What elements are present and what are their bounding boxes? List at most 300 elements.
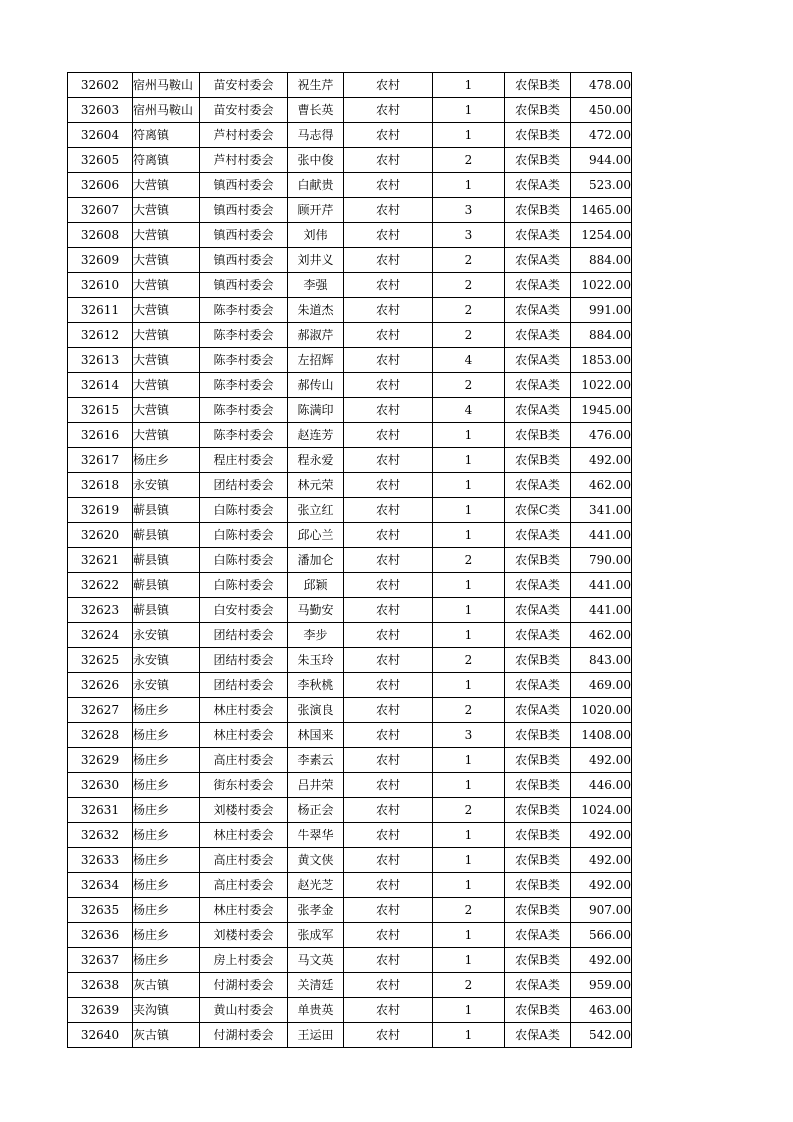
village-committee-cell: 高庄村委会	[200, 748, 288, 773]
table-row	[68, 723, 632, 748]
area-type-cell: 农村	[344, 198, 433, 223]
insurance-category-cell: 农保A类	[505, 473, 571, 498]
record-id-cell: 32622	[68, 573, 133, 598]
amount-cell: 790.00	[571, 548, 632, 573]
area-type-cell: 农村	[344, 948, 433, 973]
insurance-category-cell: 农保B类	[505, 98, 571, 123]
village-committee-cell: 刘楼村委会	[200, 798, 288, 823]
insurance-category-cell: 农保B类	[505, 748, 571, 773]
household-count-cell: 1	[433, 748, 505, 773]
township-cell: 蕲县镇	[133, 598, 200, 623]
amount-cell: 884.00	[571, 248, 632, 273]
table-row	[68, 73, 632, 98]
person-name-cell: 单贵英	[288, 998, 344, 1023]
record-id-cell: 32636	[68, 923, 133, 948]
amount-cell: 472.00	[571, 123, 632, 148]
table-row	[68, 623, 632, 648]
record-id-cell: 32633	[68, 848, 133, 873]
table-row	[68, 123, 632, 148]
township-cell: 大营镇	[133, 298, 200, 323]
insurance-category-cell: 农保B类	[505, 423, 571, 448]
township-cell: 大营镇	[133, 423, 200, 448]
insurance-category-cell: 农保A类	[505, 598, 571, 623]
area-type-cell: 农村	[344, 848, 433, 873]
amount-cell: 441.00	[571, 523, 632, 548]
township-cell: 杨庄乡	[133, 848, 200, 873]
area-type-cell: 农村	[344, 798, 433, 823]
table-row	[68, 973, 632, 998]
household-count-cell: 1	[433, 173, 505, 198]
household-count-cell: 1	[433, 73, 505, 98]
insurance-category-cell: 农保B类	[505, 848, 571, 873]
household-count-cell: 1	[433, 523, 505, 548]
amount-cell: 944.00	[571, 148, 632, 173]
area-type-cell: 农村	[344, 248, 433, 273]
household-count-cell: 1	[433, 848, 505, 873]
record-id-cell: 32629	[68, 748, 133, 773]
area-type-cell: 农村	[344, 223, 433, 248]
insurance-category-cell: 农保B类	[505, 73, 571, 98]
township-cell: 大营镇	[133, 173, 200, 198]
household-count-cell: 2	[433, 648, 505, 673]
person-name-cell: 赵连芳	[288, 423, 344, 448]
village-committee-cell: 林庄村委会	[200, 698, 288, 723]
person-name-cell: 赵光芝	[288, 873, 344, 898]
insurance-category-cell: 农保B类	[505, 198, 571, 223]
amount-cell: 492.00	[571, 948, 632, 973]
township-cell: 杨庄乡	[133, 723, 200, 748]
village-committee-cell: 陈李村委会	[200, 348, 288, 373]
person-name-cell: 郝淑芹	[288, 323, 344, 348]
record-id-cell: 32637	[68, 948, 133, 973]
village-committee-cell: 高庄村委会	[200, 848, 288, 873]
insurance-category-cell: 农保A类	[505, 398, 571, 423]
area-type-cell: 农村	[344, 973, 433, 998]
table-row	[68, 523, 632, 548]
person-name-cell: 程永爱	[288, 448, 344, 473]
village-committee-cell: 白安村委会	[200, 598, 288, 623]
township-cell: 大营镇	[133, 348, 200, 373]
record-id-cell: 32621	[68, 548, 133, 573]
household-count-cell: 1	[433, 923, 505, 948]
insurance-category-cell: 农保B类	[505, 898, 571, 923]
table-row	[68, 148, 632, 173]
table-row	[68, 173, 632, 198]
township-cell: 符离镇	[133, 148, 200, 173]
person-name-cell: 杨正会	[288, 798, 344, 823]
amount-cell: 492.00	[571, 873, 632, 898]
village-committee-cell: 林庄村委会	[200, 898, 288, 923]
person-name-cell: 陈满印	[288, 398, 344, 423]
area-type-cell: 农村	[344, 73, 433, 98]
record-id-cell: 32603	[68, 98, 133, 123]
amount-cell: 450.00	[571, 98, 632, 123]
village-committee-cell: 程庄村委会	[200, 448, 288, 473]
insurance-category-cell: 农保B类	[505, 448, 571, 473]
township-cell: 杨庄乡	[133, 873, 200, 898]
township-cell: 永安镇	[133, 623, 200, 648]
insurance-category-cell: 农保C类	[505, 498, 571, 523]
township-cell: 宿州马鞍山	[133, 98, 200, 123]
township-cell: 蕲县镇	[133, 523, 200, 548]
insurance-category-cell: 农保B类	[505, 548, 571, 573]
person-name-cell: 吕井荣	[288, 773, 344, 798]
township-cell: 大营镇	[133, 323, 200, 348]
record-id-cell: 32612	[68, 323, 133, 348]
amount-cell: 1022.00	[571, 273, 632, 298]
person-name-cell: 邱颖	[288, 573, 344, 598]
table-row	[68, 698, 632, 723]
amount-cell: 1408.00	[571, 723, 632, 748]
insurance-category-cell: 农保A类	[505, 923, 571, 948]
area-type-cell: 农村	[344, 398, 433, 423]
record-id-cell: 32606	[68, 173, 133, 198]
village-committee-cell: 陈李村委会	[200, 323, 288, 348]
household-count-cell: 1	[433, 423, 505, 448]
township-cell: 杨庄乡	[133, 898, 200, 923]
amount-cell: 1024.00	[571, 798, 632, 823]
record-id-cell: 32619	[68, 498, 133, 523]
household-count-cell: 1	[433, 823, 505, 848]
village-committee-cell: 芦村村委会	[200, 148, 288, 173]
record-id-cell: 32613	[68, 348, 133, 373]
area-type-cell: 农村	[344, 523, 433, 548]
household-count-cell: 3	[433, 223, 505, 248]
table-row	[68, 923, 632, 948]
record-id-cell: 32605	[68, 148, 133, 173]
person-name-cell: 王运田	[288, 1023, 344, 1048]
amount-cell: 492.00	[571, 823, 632, 848]
area-type-cell: 农村	[344, 698, 433, 723]
table-row	[68, 498, 632, 523]
area-type-cell: 农村	[344, 748, 433, 773]
table-row	[68, 598, 632, 623]
insurance-category-cell: 农保A类	[505, 573, 571, 598]
township-cell: 蕲县镇	[133, 548, 200, 573]
record-id-cell: 32617	[68, 448, 133, 473]
record-id-cell: 32610	[68, 273, 133, 298]
household-count-cell: 3	[433, 198, 505, 223]
table-row	[68, 448, 632, 473]
table-row	[68, 273, 632, 298]
area-type-cell: 农村	[344, 648, 433, 673]
village-committee-cell: 团结村委会	[200, 673, 288, 698]
insurance-category-cell: 农保A类	[505, 348, 571, 373]
household-count-cell: 2	[433, 373, 505, 398]
area-type-cell: 农村	[344, 723, 433, 748]
area-type-cell: 农村	[344, 548, 433, 573]
area-type-cell: 农村	[344, 573, 433, 598]
person-name-cell: 左招辉	[288, 348, 344, 373]
table-row	[68, 248, 632, 273]
household-count-cell: 4	[433, 398, 505, 423]
area-type-cell: 农村	[344, 98, 433, 123]
person-name-cell: 白献贵	[288, 173, 344, 198]
records-table-body	[68, 73, 632, 1048]
person-name-cell: 李秋桃	[288, 673, 344, 698]
record-id-cell: 32628	[68, 723, 133, 748]
area-type-cell: 农村	[344, 773, 433, 798]
township-cell: 永安镇	[133, 648, 200, 673]
household-count-cell: 2	[433, 248, 505, 273]
township-cell: 永安镇	[133, 673, 200, 698]
table-row	[68, 348, 632, 373]
insurance-category-cell: 农保B类	[505, 648, 571, 673]
insurance-category-cell: 农保B类	[505, 873, 571, 898]
village-committee-cell: 高庄村委会	[200, 873, 288, 898]
record-id-cell: 32609	[68, 248, 133, 273]
table-row	[68, 873, 632, 898]
area-type-cell: 农村	[344, 148, 433, 173]
amount-cell: 523.00	[571, 173, 632, 198]
household-count-cell: 2	[433, 148, 505, 173]
household-count-cell: 1	[433, 498, 505, 523]
village-committee-cell: 黄山村委会	[200, 998, 288, 1023]
amount-cell: 441.00	[571, 598, 632, 623]
village-committee-cell: 镇西村委会	[200, 173, 288, 198]
person-name-cell: 马勤安	[288, 598, 344, 623]
area-type-cell: 农村	[344, 1023, 433, 1048]
village-committee-cell: 陈李村委会	[200, 373, 288, 398]
table-row	[68, 398, 632, 423]
township-cell: 杨庄乡	[133, 748, 200, 773]
record-id-cell: 32625	[68, 648, 133, 673]
amount-cell: 884.00	[571, 323, 632, 348]
record-id-cell: 32608	[68, 223, 133, 248]
person-name-cell: 朱玉玲	[288, 648, 344, 673]
area-type-cell: 农村	[344, 123, 433, 148]
table-row	[68, 898, 632, 923]
village-committee-cell: 白陈村委会	[200, 573, 288, 598]
township-cell: 杨庄乡	[133, 698, 200, 723]
amount-cell: 1945.00	[571, 398, 632, 423]
person-name-cell: 黄文侠	[288, 848, 344, 873]
table-row	[68, 223, 632, 248]
township-cell: 宿州马鞍山	[133, 73, 200, 98]
household-count-cell: 1	[433, 473, 505, 498]
table-row	[68, 948, 632, 973]
area-type-cell: 农村	[344, 498, 433, 523]
insurance-category-cell: 农保B类	[505, 123, 571, 148]
insurance-category-cell: 农保B类	[505, 798, 571, 823]
village-committee-cell: 林庄村委会	[200, 723, 288, 748]
table-row	[68, 648, 632, 673]
table-row	[68, 773, 632, 798]
township-cell: 灰古镇	[133, 973, 200, 998]
village-committee-cell: 团结村委会	[200, 648, 288, 673]
township-cell: 大营镇	[133, 198, 200, 223]
area-type-cell: 农村	[344, 898, 433, 923]
township-cell: 大营镇	[133, 223, 200, 248]
township-cell: 杨庄乡	[133, 773, 200, 798]
village-committee-cell: 镇西村委会	[200, 248, 288, 273]
amount-cell: 492.00	[571, 848, 632, 873]
village-committee-cell: 付湖村委会	[200, 1023, 288, 1048]
person-name-cell: 张演良	[288, 698, 344, 723]
amount-cell: 991.00	[571, 298, 632, 323]
record-id-cell: 32630	[68, 773, 133, 798]
village-committee-cell: 林庄村委会	[200, 823, 288, 848]
village-committee-cell: 刘楼村委会	[200, 923, 288, 948]
household-count-cell: 2	[433, 698, 505, 723]
person-name-cell: 张成军	[288, 923, 344, 948]
person-name-cell: 林国来	[288, 723, 344, 748]
area-type-cell: 农村	[344, 623, 433, 648]
table-row	[68, 848, 632, 873]
insurance-category-cell: 农保A类	[505, 373, 571, 398]
household-count-cell: 1	[433, 98, 505, 123]
table-row	[68, 473, 632, 498]
person-name-cell: 李强	[288, 273, 344, 298]
record-id-cell: 32616	[68, 423, 133, 448]
village-committee-cell: 镇西村委会	[200, 273, 288, 298]
person-name-cell: 张立红	[288, 498, 344, 523]
record-id-cell: 32632	[68, 823, 133, 848]
village-committee-cell: 陈李村委会	[200, 423, 288, 448]
village-committee-cell: 苗安村委会	[200, 73, 288, 98]
household-count-cell: 2	[433, 898, 505, 923]
insurance-category-cell: 农保A类	[505, 323, 571, 348]
area-type-cell: 农村	[344, 448, 433, 473]
person-name-cell: 李步	[288, 623, 344, 648]
amount-cell: 446.00	[571, 773, 632, 798]
insurance-category-cell: 农保A类	[505, 248, 571, 273]
amount-cell: 542.00	[571, 1023, 632, 1048]
insurance-category-cell: 农保B类	[505, 998, 571, 1023]
insurance-category-cell: 农保B类	[505, 948, 571, 973]
area-type-cell: 农村	[344, 173, 433, 198]
township-cell: 永安镇	[133, 473, 200, 498]
record-id-cell: 32602	[68, 73, 133, 98]
table-row	[68, 1023, 632, 1048]
village-committee-cell: 陈李村委会	[200, 298, 288, 323]
amount-cell: 478.00	[571, 73, 632, 98]
amount-cell: 1020.00	[571, 698, 632, 723]
household-count-cell: 1	[433, 873, 505, 898]
insurance-category-cell: 农保B类	[505, 823, 571, 848]
amount-cell: 462.00	[571, 473, 632, 498]
record-id-cell: 32604	[68, 123, 133, 148]
insurance-category-cell: 农保B类	[505, 723, 571, 748]
household-count-cell: 1	[433, 1023, 505, 1048]
township-cell: 大营镇	[133, 273, 200, 298]
area-type-cell: 农村	[344, 823, 433, 848]
person-name-cell: 林元荣	[288, 473, 344, 498]
village-committee-cell: 房上村委会	[200, 948, 288, 973]
area-type-cell: 农村	[344, 298, 433, 323]
amount-cell: 566.00	[571, 923, 632, 948]
table-row	[68, 298, 632, 323]
area-type-cell: 农村	[344, 348, 433, 373]
record-id-cell: 32627	[68, 698, 133, 723]
table-row	[68, 98, 632, 123]
table-row	[68, 423, 632, 448]
area-type-cell: 农村	[344, 873, 433, 898]
insurance-category-cell: 农保A类	[505, 173, 571, 198]
area-type-cell: 农村	[344, 923, 433, 948]
township-cell: 大营镇	[133, 248, 200, 273]
person-name-cell: 张中俊	[288, 148, 344, 173]
insurance-category-cell: 农保A类	[505, 223, 571, 248]
area-type-cell: 农村	[344, 673, 433, 698]
person-name-cell: 刘井义	[288, 248, 344, 273]
village-committee-cell: 街东村委会	[200, 773, 288, 798]
amount-cell: 907.00	[571, 898, 632, 923]
household-count-cell: 2	[433, 548, 505, 573]
record-id-cell: 32607	[68, 198, 133, 223]
record-id-cell: 32639	[68, 998, 133, 1023]
person-name-cell: 马志得	[288, 123, 344, 148]
record-id-cell: 32623	[68, 598, 133, 623]
amount-cell: 1465.00	[571, 198, 632, 223]
household-count-cell: 1	[433, 123, 505, 148]
household-count-cell: 1	[433, 573, 505, 598]
person-name-cell: 曹长英	[288, 98, 344, 123]
person-name-cell: 祝生芹	[288, 73, 344, 98]
household-count-cell: 1	[433, 773, 505, 798]
person-name-cell: 牛翠华	[288, 823, 344, 848]
household-count-cell: 3	[433, 723, 505, 748]
table-row	[68, 548, 632, 573]
insurance-category-cell: 农保B类	[505, 148, 571, 173]
household-count-cell: 2	[433, 323, 505, 348]
area-type-cell: 农村	[344, 273, 433, 298]
township-cell: 符离镇	[133, 123, 200, 148]
record-id-cell: 32635	[68, 898, 133, 923]
township-cell: 杨庄乡	[133, 448, 200, 473]
insurance-category-cell: 农保A类	[505, 1023, 571, 1048]
person-name-cell: 朱道杰	[288, 298, 344, 323]
person-name-cell: 顾开芹	[288, 198, 344, 223]
amount-cell: 1853.00	[571, 348, 632, 373]
person-name-cell: 张孝金	[288, 898, 344, 923]
record-id-cell: 32624	[68, 623, 133, 648]
insurance-category-cell: 农保A类	[505, 623, 571, 648]
household-count-cell: 1	[433, 598, 505, 623]
amount-cell: 462.00	[571, 623, 632, 648]
record-id-cell: 32611	[68, 298, 133, 323]
person-name-cell: 刘伟	[288, 223, 344, 248]
amount-cell: 843.00	[571, 648, 632, 673]
village-committee-cell: 白陈村委会	[200, 523, 288, 548]
person-name-cell: 关清廷	[288, 973, 344, 998]
household-count-cell: 1	[433, 448, 505, 473]
amount-cell: 492.00	[571, 448, 632, 473]
table-row	[68, 798, 632, 823]
table-row	[68, 748, 632, 773]
village-committee-cell: 镇西村委会	[200, 223, 288, 248]
household-count-cell: 4	[433, 348, 505, 373]
record-id-cell: 32638	[68, 973, 133, 998]
area-type-cell: 农村	[344, 323, 433, 348]
amount-cell: 1022.00	[571, 373, 632, 398]
records-table	[67, 72, 632, 1048]
amount-cell: 476.00	[571, 423, 632, 448]
insurance-category-cell: 农保A类	[505, 523, 571, 548]
amount-cell: 959.00	[571, 973, 632, 998]
household-count-cell: 2	[433, 273, 505, 298]
person-name-cell: 马文英	[288, 948, 344, 973]
insurance-category-cell: 农保B类	[505, 773, 571, 798]
amount-cell: 492.00	[571, 748, 632, 773]
record-id-cell: 32620	[68, 523, 133, 548]
table-row	[68, 823, 632, 848]
household-count-cell: 1	[433, 998, 505, 1023]
table-row	[68, 373, 632, 398]
township-cell: 大营镇	[133, 398, 200, 423]
person-name-cell: 李素云	[288, 748, 344, 773]
township-cell: 蕲县镇	[133, 498, 200, 523]
